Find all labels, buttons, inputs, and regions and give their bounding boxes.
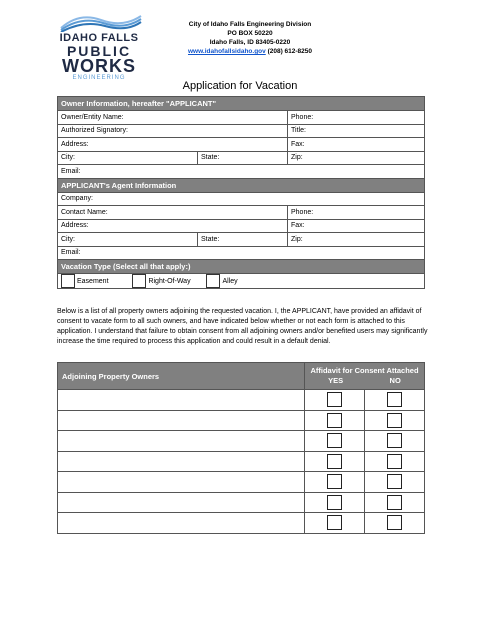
logo-text-engineering: ENGINEERING	[72, 75, 126, 81]
no-checkbox[interactable]	[387, 392, 402, 407]
no-checkbox[interactable]	[387, 495, 402, 510]
owner-state-field[interactable]: State:	[198, 151, 288, 165]
yes-checkbox[interactable]	[327, 495, 342, 510]
agent-zip-field[interactable]: Zip:	[288, 233, 425, 247]
table-row	[58, 390, 425, 411]
no-checkbox[interactable]	[387, 413, 402, 428]
no-checkbox[interactable]	[387, 515, 402, 530]
yes-checkbox[interactable]	[327, 433, 342, 448]
owner-name-field[interactable]: Owner/Entity Name:	[58, 111, 288, 125]
table-row	[58, 472, 425, 493]
yes-checkbox[interactable]	[327, 454, 342, 469]
agent-email-field[interactable]: Email:	[58, 246, 425, 260]
page-title: Application for Vacation	[182, 80, 298, 92]
logo-text-works: WORKS	[62, 56, 136, 76]
easement-label: Easement	[77, 277, 109, 285]
affidavit-column-header	[305, 363, 425, 390]
agent-city-field[interactable]: City:	[58, 233, 198, 247]
no-checkbox[interactable]	[387, 454, 402, 469]
owner-name-cell[interactable]	[58, 451, 305, 472]
yes-checkbox[interactable]	[327, 392, 342, 407]
owner-fax-field[interactable]: Fax:	[288, 138, 425, 152]
org-name: City of Idaho Falls Engineering Division	[188, 21, 312, 28]
agent-company-field[interactable]: Company:	[58, 192, 425, 206]
table-row	[58, 410, 425, 431]
agent-address-field[interactable]: Address:	[58, 219, 288, 233]
owner-email-field[interactable]: Email:	[58, 165, 425, 179]
owner-name-cell[interactable]	[58, 492, 305, 513]
vacation-type-heading: Vacation Type (Select all that apply:)	[58, 260, 425, 274]
owner-address-field[interactable]: Address:	[58, 138, 288, 152]
right-of-way-label: Right-Of-Way	[148, 277, 191, 285]
agent-section-heading: APPLICANT's Agent Information	[58, 178, 425, 192]
yes-header: YES	[328, 376, 344, 385]
owner-phone-field[interactable]: Phone:	[288, 111, 425, 125]
logo-text-public: PUBLIC	[66, 43, 132, 59]
owner-city-field[interactable]: City:	[58, 151, 198, 165]
owner-section-heading: Owner Information, hereafter "APPLICANT"	[58, 97, 425, 111]
signatory-field[interactable]: Authorized Signatory:	[58, 124, 288, 138]
alley-checkbox[interactable]	[206, 274, 220, 288]
applicant-form-table	[57, 96, 425, 289]
public-works-logo	[55, 10, 143, 81]
table-row	[58, 492, 425, 513]
phone-number: (208) 612-8250	[267, 48, 313, 55]
agent-contact-field[interactable]: Contact Name:	[58, 206, 288, 220]
consent-paragraph: Below is a list of all property owners adjoining the requested vacation. I, the APPLICANT, have provided an affidavit of consent to vacate form to all such owners, and have indicated below whether or not each form is attached to this application. I understand that failure to obtain consent from all adjoining owners and/or benefited users may significantly increase the time required to process this application and could result in a default denial.	[57, 308, 428, 345]
table-row	[58, 451, 425, 472]
yes-checkbox[interactable]	[327, 515, 342, 530]
agent-fax-field[interactable]: Fax:	[288, 219, 425, 233]
alley-label: Alley	[222, 277, 238, 285]
wave-logo-icon	[59, 10, 143, 32]
po-box: PO BOX 50220	[227, 30, 273, 37]
vacation-type-options	[58, 274, 425, 289]
agent-state-field[interactable]: State:	[198, 233, 288, 247]
owner-name-cell[interactable]	[58, 390, 305, 411]
adjoining-owners-table	[57, 362, 425, 534]
owner-name-cell[interactable]	[58, 472, 305, 493]
right-of-way-checkbox[interactable]	[132, 274, 146, 288]
owners-column-header: Adjoining Property Owners	[58, 363, 305, 390]
agent-phone-field[interactable]: Phone:	[288, 206, 425, 220]
city-state-zip: Idaho Falls, ID 83405-0220	[209, 39, 291, 46]
owner-name-cell[interactable]	[58, 410, 305, 431]
website-link[interactable]: www.idahofallsidaho.gov	[187, 48, 266, 55]
address-block	[170, 20, 330, 56]
table-row	[58, 431, 425, 452]
owner-name-cell[interactable]	[58, 513, 305, 534]
yes-checkbox[interactable]	[327, 474, 342, 489]
owner-name-cell[interactable]	[58, 431, 305, 452]
table-row	[58, 513, 425, 534]
no-checkbox[interactable]	[387, 433, 402, 448]
no-checkbox[interactable]	[387, 474, 402, 489]
logo-text-idaho-falls: IDAHO FALLS	[59, 32, 139, 44]
no-header: NO	[389, 376, 401, 385]
owner-zip-field[interactable]: Zip:	[288, 151, 425, 165]
yes-checkbox[interactable]	[327, 413, 342, 428]
owner-title-field[interactable]: Title:	[288, 124, 425, 138]
easement-checkbox[interactable]	[61, 274, 75, 288]
affidavit-header-label: Affidavit for Consent Attached	[310, 366, 419, 375]
